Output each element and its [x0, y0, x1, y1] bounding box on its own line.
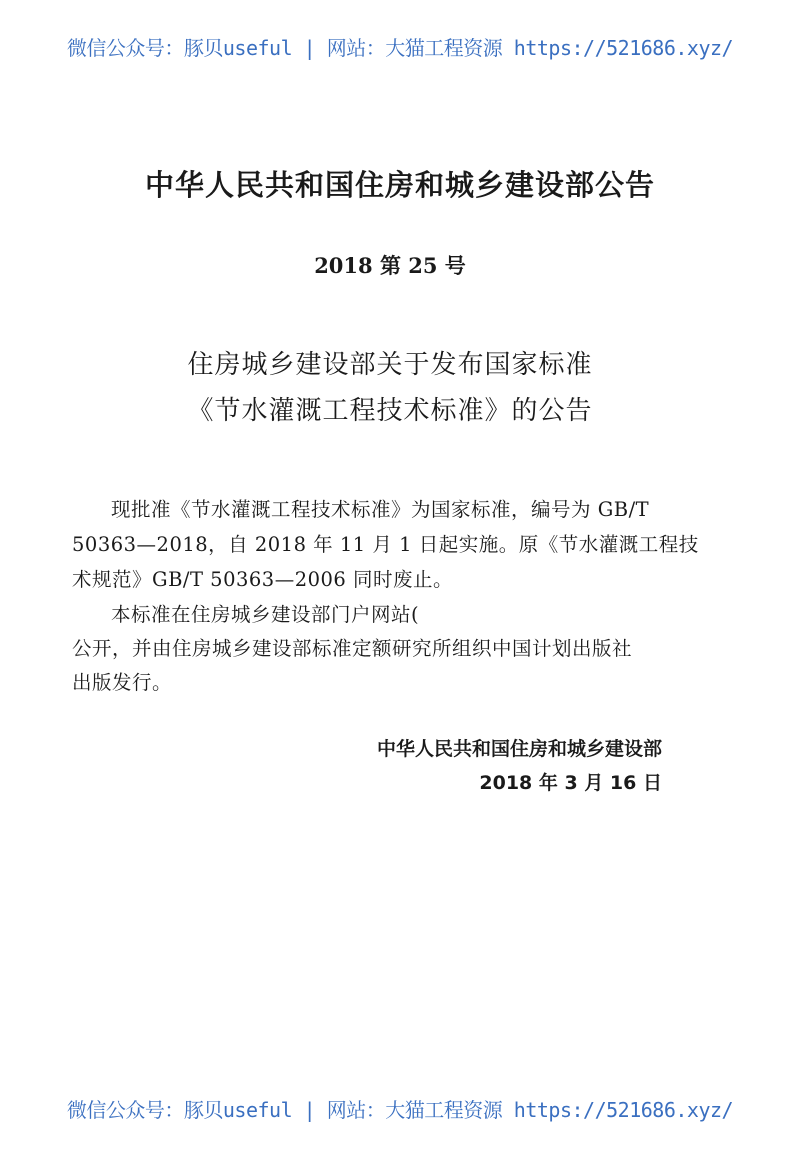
body-line: 本标准在住房城乡建设部门户网站(: [111, 603, 420, 626]
subtitle-line-2: 《节水灌溉工程技术标准》的公告: [187, 396, 593, 426]
signature-issuer: 中华人民共和国住房和城乡建设部: [376, 738, 662, 760]
body-line: 术规范》GB/T 50363—2006 同时废止。: [72, 568, 454, 591]
watermark-bottom: 微信公众号：豚贝useful | 网站：大猫工程资源 https://521686.xyz/: [66, 1098, 734, 1122]
page-title: 中华人民共和国住房和城乡建设部公告: [144, 168, 655, 202]
body-line: 公开，并由住房城乡建设部标准定额研究所组织中国计划出版社: [72, 637, 633, 660]
watermark-top: 微信公众号：豚贝useful | 网站：大猫工程资源 https://521686.xyz/: [66, 36, 734, 60]
subtitle-line-1: 住房城乡建设部关于发布国家标准: [187, 350, 593, 380]
signature-date: 2018 年 3 月 16 日: [479, 772, 662, 794]
body-line: 50363—2018，自 2018 年 11 月 1 日起实施。原《节水灌溉工程技: [72, 533, 699, 556]
body-line: 出版发行。: [72, 671, 173, 694]
announcement-number: 2018 第 25 号: [314, 253, 466, 278]
body-line: 现批准《节水灌溉工程技术标准》为国家标准，编号为 GB/T: [111, 498, 650, 521]
